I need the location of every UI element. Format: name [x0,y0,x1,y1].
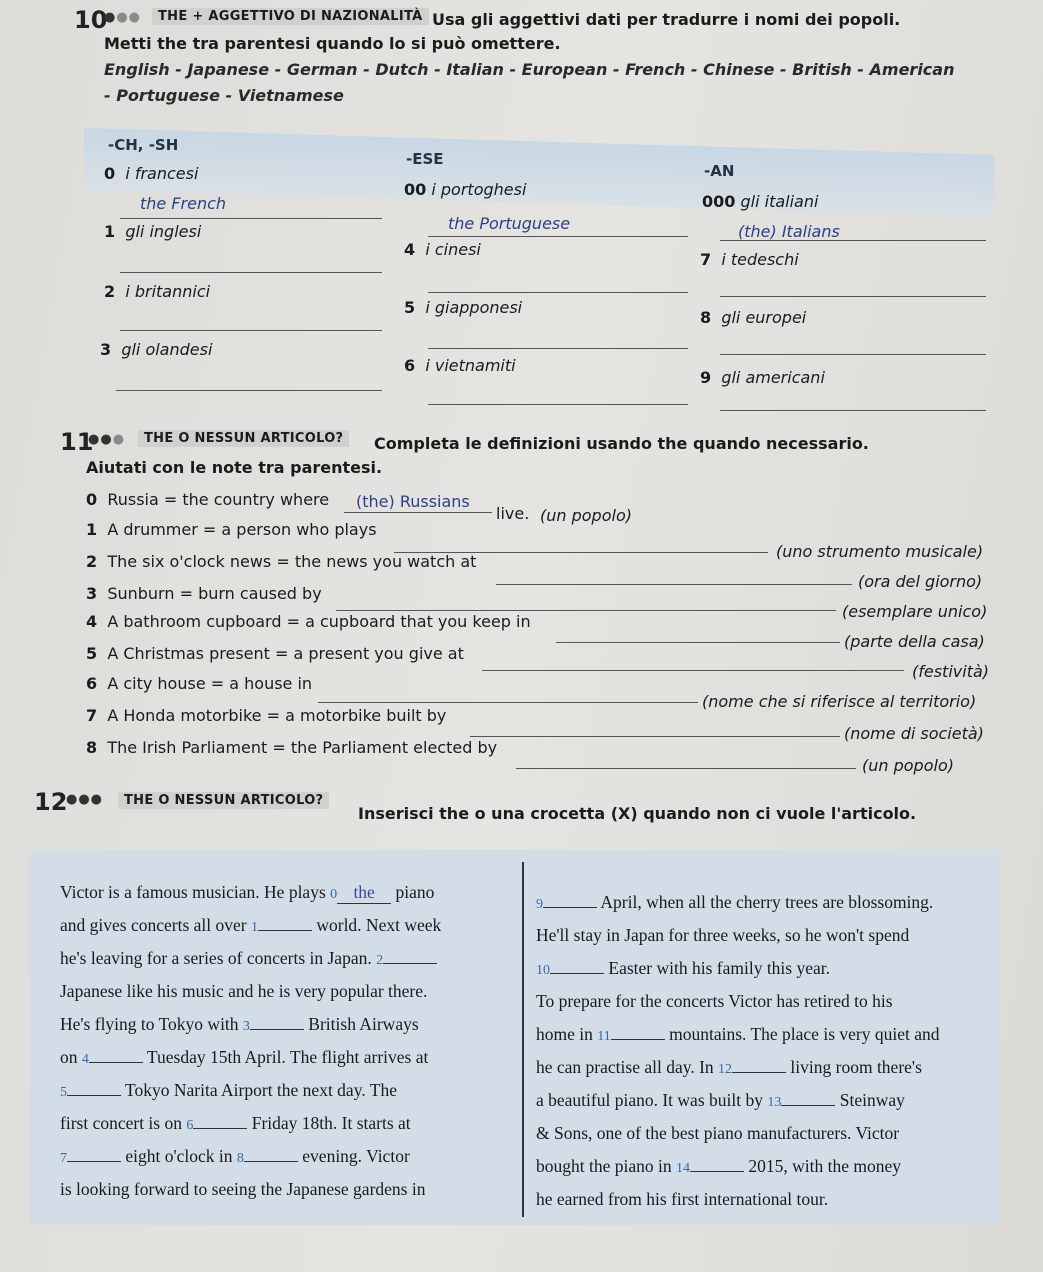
story-line: bought the piano in 14 2015, with the money [536,1156,901,1176]
ex11-instruction: Completa le definizioni usando the quando necessario. [374,434,869,453]
answer-line[interactable] [120,330,382,331]
ex10-instruction2: Metti the tra parentesi quando lo si può omettere. [104,34,561,53]
blank-input[interactable] [732,1072,786,1073]
ex11-note: (un popolo) [540,506,632,525]
blank-input[interactable] [543,907,597,908]
story-line: 7 eight o'clock in 8 evening. Victor [60,1146,410,1166]
ex10-item: 00 i portoghesi [404,180,527,199]
answer-line[interactable] [428,236,688,237]
ex11-after: live. [496,504,530,523]
blank-number: 11 [597,1029,611,1044]
blank-number: 1 [250,920,258,935]
blank-number: 8 [236,1151,244,1166]
answer-line[interactable] [120,218,382,219]
answer-line[interactable] [318,702,698,703]
answer-line[interactable] [428,292,688,293]
blank-number: 6 [186,1118,194,1133]
story-line: on 4 Tuesday 15th April. The flight arrives at [60,1047,429,1067]
blank-number: 9 [536,897,543,912]
answer-line[interactable] [336,610,836,611]
answer-line[interactable] [516,768,856,769]
blank-input[interactable] [67,1095,121,1096]
blank-input[interactable] [690,1171,744,1172]
blank-number: 2 [376,953,384,968]
blank-number: 14 [675,1161,690,1176]
answer-line[interactable] [720,240,986,241]
ex10-item: 0 i francesi [104,164,199,183]
answer-line[interactable] [428,348,688,349]
ex10-number: 10 [74,6,108,34]
difficulty-dots: ●●● [66,792,104,807]
blank-input[interactable] [250,1029,304,1030]
ex10-answer: the French [140,194,227,213]
blank-number: 12 [718,1062,733,1077]
answer-line[interactable] [428,404,688,405]
ex10-item: 3 gli olandesi [100,340,213,359]
ex11-item: 2 The six o'clock news = the news you watch at [86,552,477,571]
ex10-item: 8 gli europei [700,308,807,327]
difficulty-dots: ●●● [88,432,126,447]
blank-number: 0 [330,887,338,902]
blank-input[interactable] [244,1161,298,1162]
answer-line[interactable] [720,296,986,297]
blank-number: 4 [81,1052,89,1067]
answer-line[interactable] [720,410,986,411]
ex10-word-list-1: English - Japanese - German - Dutch - Italian - European - French - Chinese - British - American [104,60,955,79]
blank-input[interactable] [550,973,604,974]
blank-number: 10 [536,963,550,978]
blank-input[interactable]: the [337,882,391,904]
ex10-item: 000 gli italiani [702,192,819,211]
ex11-note: (esemplare unico) [842,602,988,621]
blank-input[interactable] [611,1039,665,1040]
ex12-instruction: Inserisci the o una crocetta (X) quando non ci vuole l'articolo. [358,804,917,823]
story-line: home in 11 mountains. The place is very quiet and [536,1024,940,1044]
ex11-item: 3 Sunburn = burn caused by [86,584,322,603]
ex11-item: 7 A Honda motorbike = a motorbike built by [86,706,447,725]
ex11-item: 4 A bathroom cupboard = a cupboard that you keep in [86,612,531,631]
blank-input[interactable] [67,1161,121,1162]
ex11-number: 11 [60,428,94,456]
ex12-tag: THE O NESSUN ARTICOLO? [118,792,329,809]
ex11-answer: (the) Russians [356,492,470,511]
col-header-ch-sh: -CH, -SH [108,136,179,154]
ex11-item: 8 The Irish Parliament = the Parliament elected by [86,738,498,757]
story-line: is looking forward to seeing the Japanese gardens in [60,1179,426,1199]
ex11-tag: THE O NESSUN ARTICOLO? [138,430,349,447]
ex10-item: 6 i vietnamiti [404,356,516,375]
story-line: To prepare for the concerts Victor has retired to his [536,991,893,1011]
story-line: he can practise all day. In 12 living room there's [536,1057,922,1077]
ex11-item: 5 A Christmas present = a present you give at [86,644,464,663]
ex10-instruction: Usa gli aggettivi dati per tradurre i nomi dei popoli. [432,10,901,29]
blank-input[interactable] [781,1105,835,1106]
ex11-note: (ora del giorno) [858,572,983,591]
story-line: Victor is a famous musician. He plays 0 the piano [60,882,435,902]
ex10-item: 7 i tedeschi [700,250,799,269]
blank-number: 7 [60,1151,67,1166]
ex12-number: 12 [34,788,68,816]
difficulty-dots: ●●● [104,10,142,25]
story-line: a beautiful piano. It was built by 13 Steinway [536,1090,905,1110]
ex10-answer: the Portuguese [448,214,571,233]
story-line: 10 Easter with his family this year. [536,958,830,978]
ex10-item: 2 i britannici [104,282,211,301]
blank-input[interactable] [258,930,312,931]
answer-line[interactable] [120,272,382,273]
answer-line[interactable] [720,354,986,355]
ex11-note: (un popolo) [862,756,954,775]
ex11-item: 6 A city house = a house in [86,674,313,693]
ex10-answer: (the) Italians [738,222,840,241]
ex11-note: (nome di società) [844,724,984,743]
column-divider [522,862,524,1217]
story-line: Japanese like his music and he is very popular there. [60,981,428,1001]
story-line: first concert is on 6 Friday 18th. It starts at [60,1113,411,1133]
ex10-item: 1 gli inglesi [104,222,202,241]
blank-input[interactable] [89,1062,143,1063]
blank-input[interactable] [193,1128,247,1129]
answer-line[interactable] [470,736,840,737]
ex11-item: 0 Russia = the country where [86,490,330,509]
col-header-ese: -ESE [406,150,444,168]
blank-number: 13 [767,1095,782,1110]
story-line: 5 Tokyo Narita Airport the next day. The [60,1080,397,1100]
story-line: he's leaving for a series of concerts in Japan. 2 [60,948,516,969]
blank-input[interactable] [383,963,437,964]
answer-line[interactable] [556,642,840,643]
story-line: He's flying to Tokyo with 3 British Airways [60,1014,419,1034]
ex11-note: (festività) [912,662,990,681]
story-line: & Sons, one of the best piano manufacturers. Victor [536,1123,900,1143]
answer-line[interactable] [482,670,904,671]
ex10-word-list-2: - Portuguese - Vietnamese [104,86,344,105]
col-header-an: -AN [704,162,735,180]
ex10-item: 9 gli americani [700,368,825,387]
blank-number: 3 [242,1019,250,1034]
story-line: He'll stay in Japan for three weeks, so he won't spend [536,925,910,945]
answer-line[interactable] [496,584,852,585]
ex11-instruction2: Aiutati con le note tra parentesi. [86,458,383,477]
ex11-note: (nome che si riferisce al territorio) [702,692,977,711]
story-line: and gives concerts all over 1 world. Next week [60,915,442,935]
ex10-item: 4 i cinesi [404,240,481,259]
answer-line[interactable] [116,390,382,391]
ex10-item: 5 i giapponesi [404,298,523,317]
answer-line[interactable] [344,512,492,513]
blank-number: 5 [60,1085,67,1100]
ex11-item: 1 A drummer = a person who plays [86,520,377,539]
ex11-note: (parte della casa) [844,632,985,651]
ex11-note: (uno strumento musicale) [776,542,984,561]
story-line: 9 April, when all the cherry trees are blossoming. [536,892,934,912]
ex10-tag: THE + AGGETTIVO DI NAZIONALITÀ [152,8,429,25]
story-line: he earned from his first international tour. [536,1189,829,1209]
